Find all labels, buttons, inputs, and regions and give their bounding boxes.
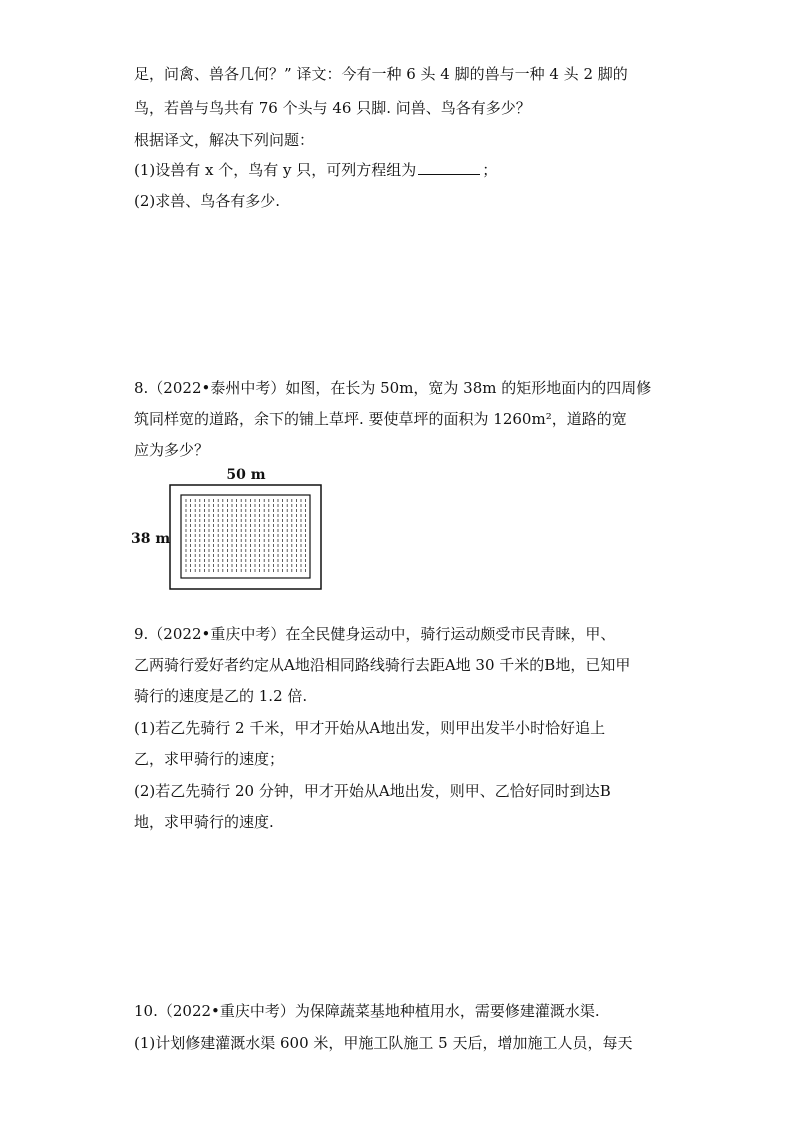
q7-subquestion-2: (2)求兽、鸟各有多少. <box>134 192 281 210</box>
q8-text-line-2: 筑同样宽的道路，余下的铺上草坪. 要使草坪的面积为 1260m²，道路的宽 <box>134 410 627 428</box>
q9-sub2-line-2: 地，求甲骑行的速度. <box>134 813 274 831</box>
figure-width-label: 38 m <box>131 531 171 547</box>
q7-text-line-2: 鸟，若兽与鸟共有 76 个头与 46 只脚. 问兽、鸟各有多少？ <box>134 99 531 117</box>
q9-sub1-line-1: (1)若乙先骑行 2 千米，甲才开始从A地出发，则甲出发半小时恰好追上 <box>134 719 606 737</box>
q7-text-line-1: 足，问禽、兽各几何？” 译文：今有一种 6 头 4 脚的兽与一种 4 头 2 脚的 <box>134 65 628 83</box>
q9-sub1-line-2: 乙，求甲骑行的速度； <box>134 750 285 768</box>
q7-sub1-suffix: ； <box>482 161 498 179</box>
answer-blank <box>418 160 480 175</box>
q8-text-line-1: 8.（2022•泰州中考）如图，在长为 50m，宽为 38m 的矩形地面内的四周修 <box>134 379 652 397</box>
lawn-hatching <box>186 499 306 572</box>
rectangle-lawn-figure <box>128 462 328 594</box>
q7-subquestion-1 <box>134 160 497 180</box>
q7-sub1-text: (1)设兽有 x 个，鸟有 y 只，可列方程组为 <box>134 161 417 179</box>
q8-text-line-3: 应为多少？ <box>134 441 210 459</box>
q9-sub2-line-1: (2)若乙先骑行 20 分钟，甲才开始从A地出发，则甲、乙恰好同时到达B <box>134 782 611 800</box>
figure-length-label: 50 m <box>226 467 266 483</box>
q9-text-line-2: 乙两骑行爱好者约定从A地沿相同路线骑行去距A地 30 千米的B地，已知甲 <box>134 656 631 674</box>
q9-text-line-3: 骑行的速度是乙的 1.2 倍. <box>134 687 308 705</box>
q7-text-line-3: 根据译文，解决下列问题： <box>134 131 315 149</box>
q10-text-line-1: 10.（2022•重庆中考）为保障蔬菜基地种植用水，需要修建灌溉水渠. <box>134 1002 600 1020</box>
q9-text-line-1: 9.（2022•重庆中考）在全民健身运动中，骑行运动颇受市民青睐，甲、 <box>134 625 616 643</box>
q10-sub1-line-1: (1)计划修建灌溉水渠 600 米，甲施工队施工 5 天后，增加施工人员，每天 <box>134 1034 633 1052</box>
